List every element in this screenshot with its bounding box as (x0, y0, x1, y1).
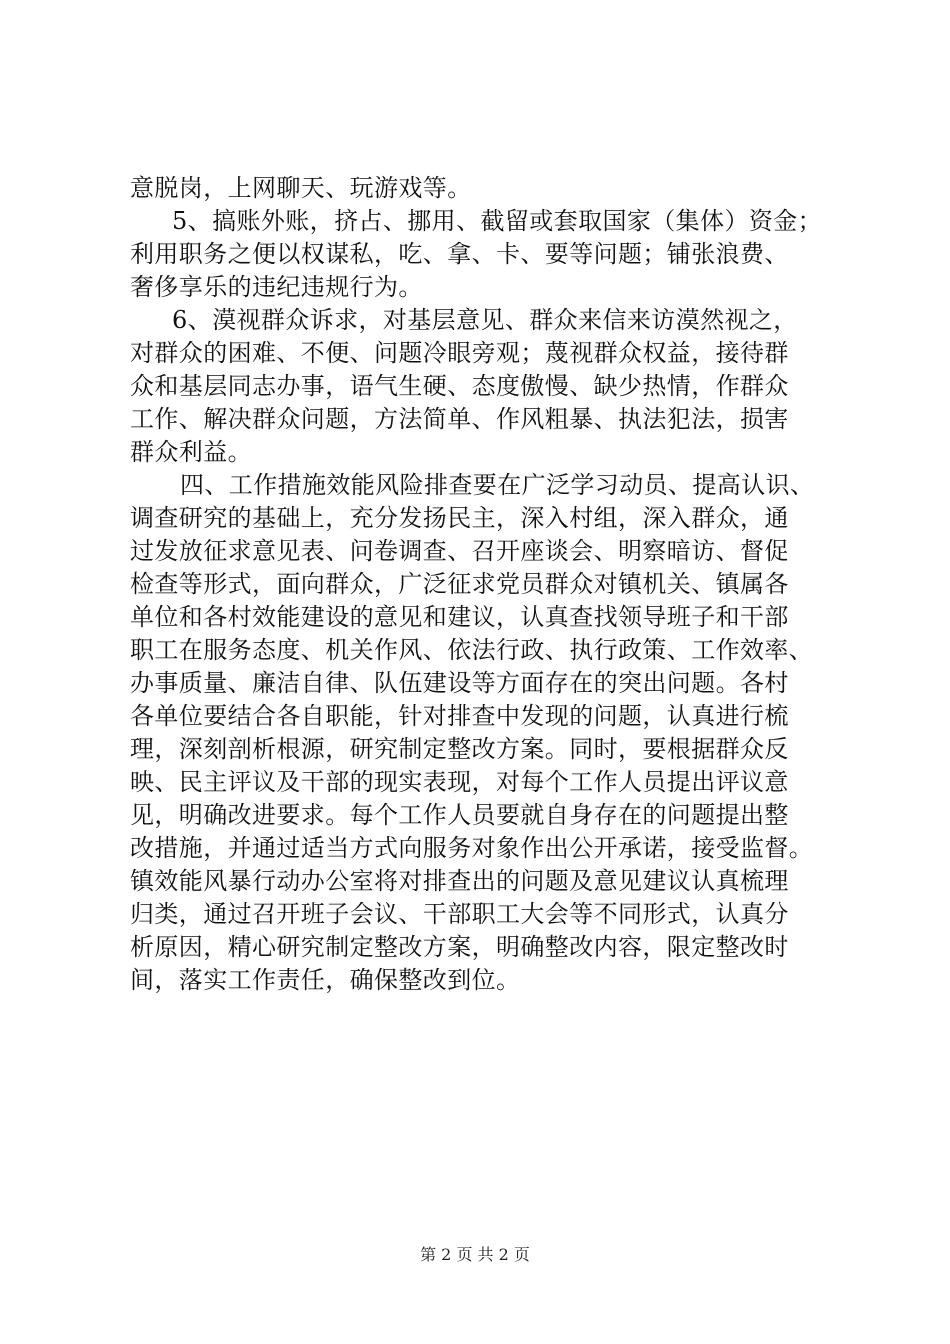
text-line: 四、工作措施效能风险排查要在广泛学习动员、提高认识、 (180, 471, 815, 499)
text-line: 见，明确改进要求。每个工作人员要就自身存在的问题提出整 (130, 801, 789, 829)
text-line: 6、漠视群众诉求，对基层意见、群众来信来访漠然视之， (172, 306, 798, 334)
text-line: 检查等形式，面向群众，广泛征求党员群众对镇机关、镇属各 (130, 570, 789, 598)
text-line: 调查研究的基础上，充分发扬民主，深入村组，深入群众，通 (130, 504, 789, 532)
text-line: 单位和各村效能建设的意见和建议，认真查找领导班子和干部 (130, 603, 789, 631)
text-line: 映、民主评议及干部的现实表现，对每个工作人员提出评议意 (130, 768, 789, 796)
text-line: 析原因，精心研究制定整改方案，明确整改内容，限定整改时 (130, 933, 789, 961)
text-line: 理，深刻剖析根源，研究制定整改方案。同时，要根据群众反 (130, 735, 789, 763)
text-line: 过发放征求意见表、问卷调查、召开座谈会、明察暗访、督促 (130, 537, 789, 565)
text-line: 各单位要结合各自职能，针对排查中发现的问题，认真进行梳 (130, 702, 789, 730)
text-line: 5、搞账外账，挤占、挪用、截留或套取国家（集体）资金； (172, 207, 823, 235)
text-line: 利用职务之便以权谋私，吃、拿、卡、要等问题；铺张浪费、 (130, 240, 789, 268)
text-line: 对群众的困难、不便、问题冷眼旁观；蔑视群众权益，接待群 (130, 339, 789, 367)
document-body (130, 172, 845, 997)
text-line: 职工在服务态度、机关作风、依法行政、执行政策、工作效率、 (130, 636, 814, 664)
text-line: 工作、解决群众问题，方法简单、作风粗暴、执法犯法，损害 (130, 405, 789, 433)
text-line: 众和基层同志办事，语气生硬、态度傲慢、缺少热情，作群众 (130, 372, 789, 400)
text-line: 意脱岗，上网聊天、玩游戏等。 (130, 174, 472, 202)
text-line: 间，落实工作责任，确保整改到位。 (130, 966, 521, 994)
text-line: 办事质量、廉洁自律、队伍建设等方面存在的突出问题。各村 (130, 669, 789, 697)
text-line: 奢侈享乐的违纪违规行为。 (130, 273, 423, 301)
page-number-footer: 第 2 页 共 2 页 (420, 1245, 530, 1264)
text-line: 改措施，并通过适当方式向服务对象作出公开承诺，接受监督。 (130, 834, 814, 862)
text-line: 镇效能风暴行动办公室将对排查出的问题及意见建议认真梳理 (130, 867, 789, 895)
text-line: 归类，通过召开班子会议、干部职工大会等不同形式，认真分 (130, 900, 789, 928)
text-line: 群众利益。 (130, 438, 252, 466)
